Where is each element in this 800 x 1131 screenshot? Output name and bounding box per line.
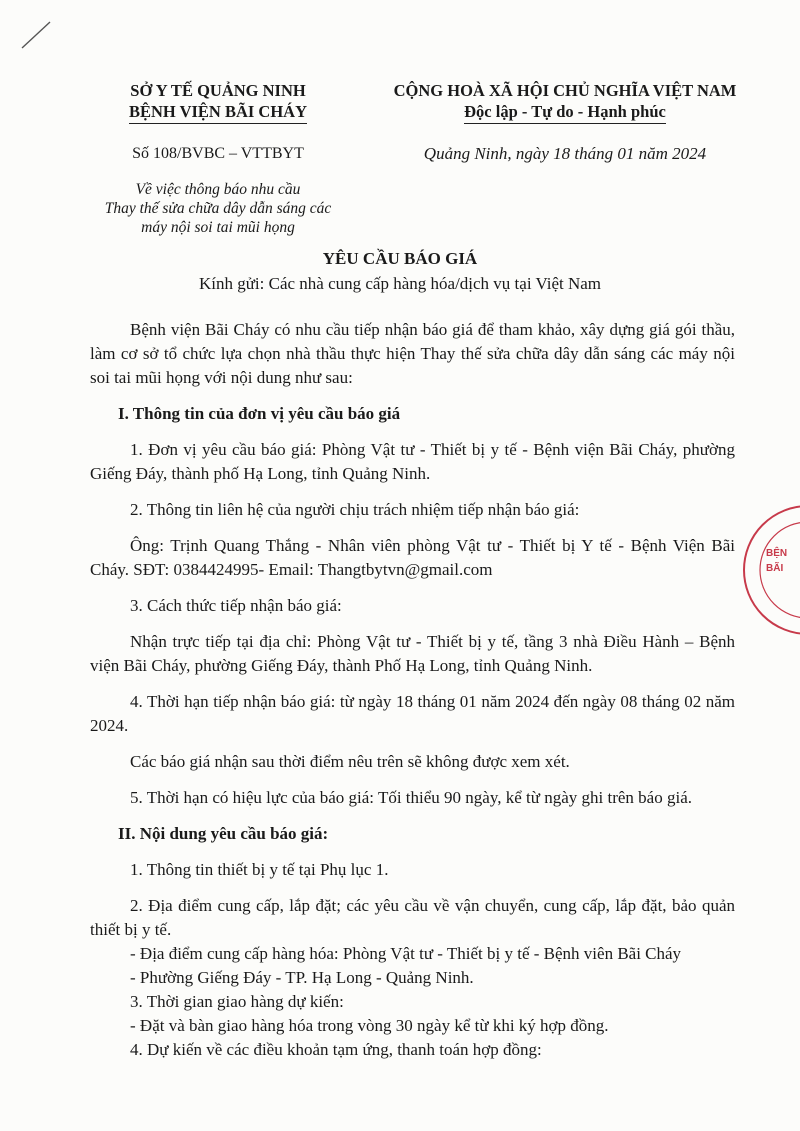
header-right bbox=[360, 80, 770, 181]
delivery-location: - Địa điểm cung cấp hàng hóa: Phòng Vật tư - Thiết bị y tế - Bệnh viên Bãi Cháy bbox=[130, 944, 682, 963]
paragraph-2-2: 2. Địa điểm cung cấp, lắp đặt; các yêu cầu về vận chuyển, cung cấp, lắp đặt, bảo quản thiết bị y tế. bbox=[90, 896, 735, 939]
section-1-heading: I. Thông tin của đơn vị yêu cầu báo giá bbox=[118, 404, 401, 423]
document-body bbox=[90, 318, 735, 1062]
paragraph-1-4: 4. Thời hạn tiếp nhận báo giá: từ ngày 18 tháng 01 năm 2024 đến ngày 08 tháng 02 năm 2024. bbox=[90, 692, 735, 735]
hospital-stamp bbox=[738, 500, 800, 640]
paragraph-2-4: 4. Dự kiến về các điều khoản tạm ứng, thanh toán hợp đồng: bbox=[130, 1040, 542, 1059]
delivery-location-cont: - Phường Giếng Đáy - TP. Hạ Long - Quảng Ninh. bbox=[130, 968, 474, 987]
address-paragraph: Nhận trực tiếp tại địa chỉ: Phòng Vật tư - Thiết bị y tế, tầng 3 nhà Điều Hành – Bệnh viện Bãi Cháy, phường Giếng Đáy, thành Phố Hạ Long, tỉnh Quảng Ninh. bbox=[90, 632, 735, 675]
late-notice: Các báo giá nhận sau thời điểm nêu trên sẽ không được xem xét. bbox=[130, 752, 570, 771]
paragraph-1-5: 5. Thời hạn có hiệu lực của báo giá: Tối thiểu 90 ngày, kể từ ngày ghi trên báo giá. bbox=[130, 788, 692, 807]
issuer-department: SỞ Y TẾ QUẢNG NINH bbox=[130, 81, 306, 100]
national-motto: Độc lập - Tự do - Hạnh phúc bbox=[464, 101, 666, 124]
subject-line-1: Về việc thông báo nhu cầu bbox=[135, 181, 301, 198]
paragraph-2-3: 3. Thời gian giao hàng dự kiến: bbox=[130, 992, 344, 1011]
stamp-text-2: BÃI bbox=[766, 563, 784, 574]
paragraph-2-1: 1. Thông tin thiết bị y tế tại Phụ lục 1. bbox=[130, 860, 389, 879]
national-title: CỘNG HOÀ XÃ HỘI CHỦ NGHĨA VIỆT NAM bbox=[393, 81, 737, 100]
subject-line-2: Thay thế sửa chữa dây dẫn sáng các bbox=[104, 200, 332, 217]
paragraph-1-3: 3. Cách thức tiếp nhận báo giá: bbox=[130, 596, 342, 615]
reference-number: Số 108/BVBC – VTTBYT bbox=[132, 145, 304, 162]
contact-paragraph: Ông: Trịnh Quang Thắng - Nhân viên phòng Vật tư - Thiết bị Y tế - Bệnh Viện Bãi Cháy. SĐT: 0384424995- Email: Thangtbytvn@gmail.com bbox=[90, 536, 735, 579]
issuer-hospital: BỆNH VIỆN BÃI CHÁY bbox=[129, 101, 307, 124]
stamp-text-1: BỆN bbox=[766, 548, 788, 559]
issue-date: Quảng Ninh, ngày 18 tháng 01 năm 2024 bbox=[423, 144, 707, 163]
paragraph-1-2: 2. Thông tin liên hệ của người chịu trách nhiệm tiếp nhận báo giá: bbox=[130, 500, 580, 519]
intro-paragraph: Bệnh viện Bãi Cháy có nhu cầu tiếp nhận báo giá để tham khảo, xây dựng giá gói thầu, làm cơ sở tổ chức lựa chọn nhà thầu thực hiện Thay thế sửa chữa dây dẫn sáng các máy nội soi tai mũi họng với nội dung như sau: bbox=[90, 320, 735, 387]
delivery-time: - Đặt và bàn giao hàng hóa trong vòng 30 ngày kể từ khi ký hợp đồng. bbox=[130, 1016, 609, 1035]
pen-stroke-mark bbox=[18, 14, 58, 54]
document-title: YÊU CẦU BÁO GIÁ bbox=[322, 249, 478, 268]
section-2-heading: II. Nội dung yêu cầu báo giá: bbox=[118, 824, 329, 843]
paragraph-1-1: 1. Đơn vị yêu cầu báo giá: Phòng Vật tư - Thiết bị y tế - Bệnh viện Bãi Cháy, phường Giếng Đáy, thành phố Hạ Long, tỉnh Quảng Ninh. bbox=[90, 440, 735, 483]
header-left bbox=[78, 80, 358, 237]
greeting: Kính gửi: Các nhà cung cấp hàng hóa/dịch vụ tại Việt Nam bbox=[198, 274, 602, 293]
title-block bbox=[80, 248, 720, 296]
subject-line-3: máy nội soi tai mũi họng bbox=[141, 219, 295, 236]
